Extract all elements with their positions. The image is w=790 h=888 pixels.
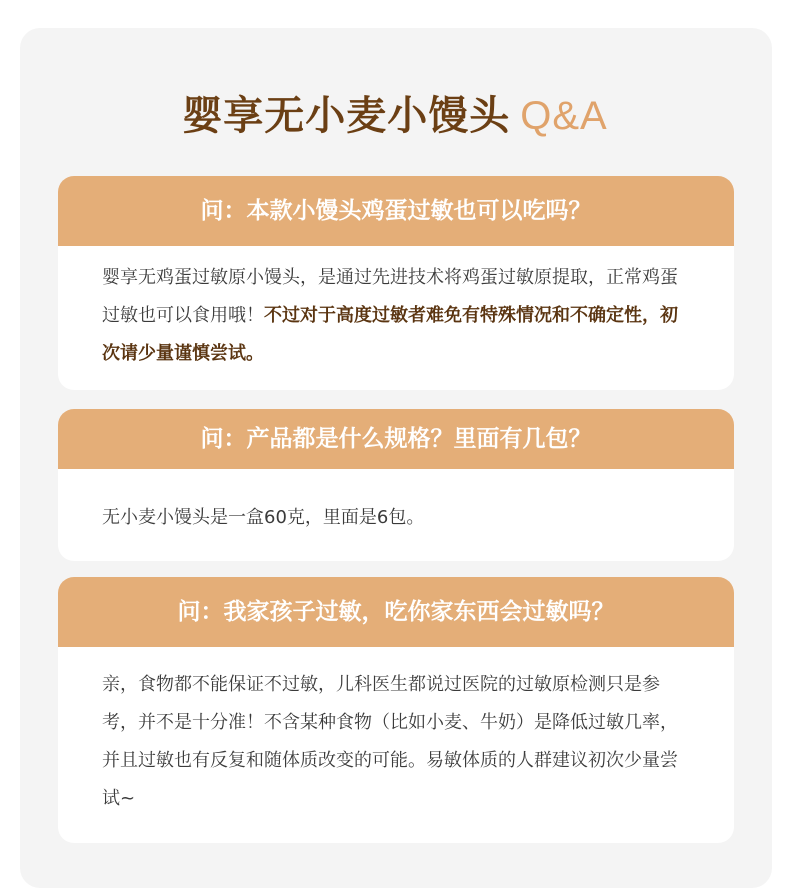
faq-answer-emphasis: 不过对于高度过敏者难免有特殊情况和不确定性，初次请少量谨慎尝试。 — [102, 305, 678, 364]
faq-answer-text: 婴享无鸡蛋过敏原小馒头，是通过先进技术将鸡蛋过敏原提取，正常鸡蛋过敏也可以食用哦！ — [102, 267, 678, 326]
faq-card-child-allergy — [58, 577, 734, 843]
title-qa-suffix: Q&A — [520, 94, 608, 138]
faq-answer-text: 无小麦小馒头是一盒60克，里面是6包。 — [102, 507, 425, 528]
faq-question: 问：产品都是什么规格？里面有几包？ — [58, 409, 734, 469]
faq-answer — [58, 647, 734, 818]
faq-card-specification — [58, 409, 734, 561]
faq-question: 问：我家孩子过敏，吃你家东西会过敏吗？ — [58, 577, 734, 647]
faq-answer-text: 亲，食物都不能保证不过敏，儿科医生都说过医院的过敏原检测只是参考，并不是十分准！不含某种食物（比如小麦、牛奶）是降低过敏几率，并且过敏也有反复和随体质改变的可能。易敏体质的人群建议初次少量尝试~ — [102, 674, 678, 809]
title-main: 婴享无小麦小馒头 — [182, 93, 511, 139]
faq-answer — [58, 469, 734, 537]
page-title — [0, 86, 790, 146]
faq-question: 问：本款小馒头鸡蛋过敏也可以吃吗？ — [58, 176, 734, 246]
faq-answer — [58, 246, 734, 373]
faq-card-egg-allergy — [58, 176, 734, 390]
